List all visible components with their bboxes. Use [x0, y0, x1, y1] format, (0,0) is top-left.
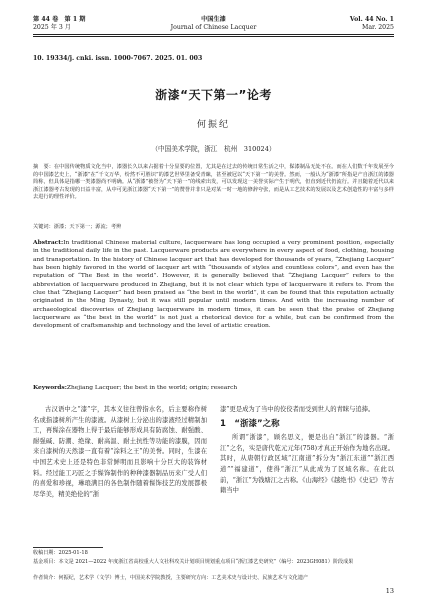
header-journal-en: Journal of Chinese Lacquer — [170, 24, 257, 31]
abstract-en-text: In traditional Chinese material culture, lacquerware has long occupied a very prominent position, especially in the traditional daily life in the past. Lacquerware products are everywhere in every aspect of food, clothing, housing and transportation. In the history of Chinese lacquer art that has developed for thousands of years, “Zhejiang Lacquer” has been highly favored in the world of lacquer art with “thousands of styles and countless colors”, and even has the reputation of “The Best in the world”. However, it is generally believed that “Zhejiang Lacquer” refers to the abbreviation of lacquerware produced in Zhejiang, but it is not clear which type of lacquerware it refers to. From the clue that “Zhejiang Lacquer” had been praised as “the best in the world”, it can be found that this reputation actually originated in the Ming Dynasty, but it was still popular until modern times. And with the increasing number of archaeological discoveries of Zhejiang lacquerware in modern times, it can be seen that the praise of Zhejiang lacquerware as “the best in the world” is not just a rhetorical device for a while, but can be confirmed from the development of craftsmanship and technology and the level of artistic creation. — [33, 240, 394, 330]
header-rule-bottom — [33, 36, 394, 37]
keywords-en — [33, 384, 394, 392]
author-name: 何振纪 — [196, 120, 230, 130]
keywords-en-label: Keywords: — [33, 384, 67, 391]
body-right-paragraph-2: 所谓“浙漆”，顾名思义，便是出自“浙江”的漆器。“浙江”之名，实是唐代乾元元年(758)才真正开始作为地名出现。其时，从唐朝行政区域“江南道”拆分为“浙江东道”“浙江西道”“福建道”，使得“浙江”从此成为了区域名称。在此以前，“浙江”为钱塘江之古称。《山海经》《越绝书》《史记》等古籍当中 — [220, 434, 394, 495]
footnote-bio: 作者简介：何振纪，艺术学（文学）博士，中国美术学院教授，主要研究方向：工艺美术史与设计史、民族艺术与文化遗产 — [33, 575, 309, 581]
article-title: 浙漆“天下第一”论考 — [155, 88, 272, 102]
header-rule-top — [33, 34, 394, 35]
body-column-right — [220, 405, 394, 497]
doi: 10. 19334/j. cnki. issn. 1000-7067. 2025. 01. 003 — [33, 55, 203, 62]
page-number: 13 — [385, 587, 394, 595]
footnote-rule — [33, 547, 103, 548]
header-volume-right: Vol. 44 No. 1 — [349, 16, 394, 23]
header-volume-left: 第 44 卷 第 1 期 — [33, 16, 86, 23]
footnote-fund: 基金项目：本文是 2021—2022 年度浙江省高校重大人文社科攻关计划项目规划重点项目“浙江漆艺史研究”（编号：2023GH081）阶段成果 — [33, 559, 354, 565]
body-column-left: 古汉语中之“漆”字，其本义往往曾指水名，后主要称作树名或指漆树所产生的漆液。从漆树上分泌出的漆液经过精制加工，再髹涂在器物上得于最后能够形成具有防腐蚀、耐强酸、耐强碱、防潮、绝缘、耐高温、耐土抗性等功能的漆膜，因而来自漆树的天然漆一直有着“涂料之王”的美誉。同时，生漆在中国艺术史上还是特色非常鲜明而且影响十分巨大的装饰材料。经过能工巧匠之手髹饰制作的种种漆器制品历来广受人们的喜爱和珍视，琳琅满目的各色制作随着髹饰技艺的发展都极尽华美，精美绝伦的“浙 — [33, 406, 207, 498]
body-right-paragraph-1: 漆”更是成为了当中的佼佼者而受到世人的青睐与追捧。 — [220, 406, 375, 413]
abstract-en-label: Abstract: — [33, 239, 64, 246]
header-right — [350, 16, 394, 32]
header-date-left: 2025 年 3 月 — [33, 24, 71, 31]
author-affiliation: （中国美术学院，浙江 杭州 310024） — [151, 145, 276, 153]
keywords-en-text: Zhejiang Lacquer; the best in the world; origin; research — [66, 385, 238, 391]
abstract-cn: 摘 要：在中国传统物质文化当中，漆器长久以来占据着十分显要的位置，尤其是在过去的传统日常生活之中，髹漆制品无处不在。而在人们数千年发展至今的中国漆艺史上，“浙漆”在“千文万华，纷然不可胜识”的漆艺世界里备受青睐，甚至被冠以“天下第一”的美誉。然而，一般认为“浙漆”所指是产自浙江的漆器简称，但具体是指哪一类漆器尚不明确。从“浙漆”被誉为“天下第一”的线索出发，可以发现这一美誉实际产生于明代，但直到近代仍流行。并且随着近代以来浙江漆器考古发现的日益丰富，从中可见浙江漆器“天下第一”的赞誉并非只是对某一时一地的修辞夸张，而是从工艺技术的发展以及艺术创造性的丰富与多样去进行的理性评价。 — [33, 164, 394, 201]
footnote-received: 收稿日期：2025-01-18 — [33, 550, 88, 556]
header-journal-cn: 中国生漆 — [201, 16, 226, 23]
abstract-en — [33, 239, 394, 331]
keywords-cn: 关键词：浙漆；天下第一；源流；考辨 — [33, 224, 122, 230]
section-heading: 1 “浙漆”之称 — [220, 418, 280, 429]
header-date-right: Mar. 2025 — [362, 24, 394, 31]
